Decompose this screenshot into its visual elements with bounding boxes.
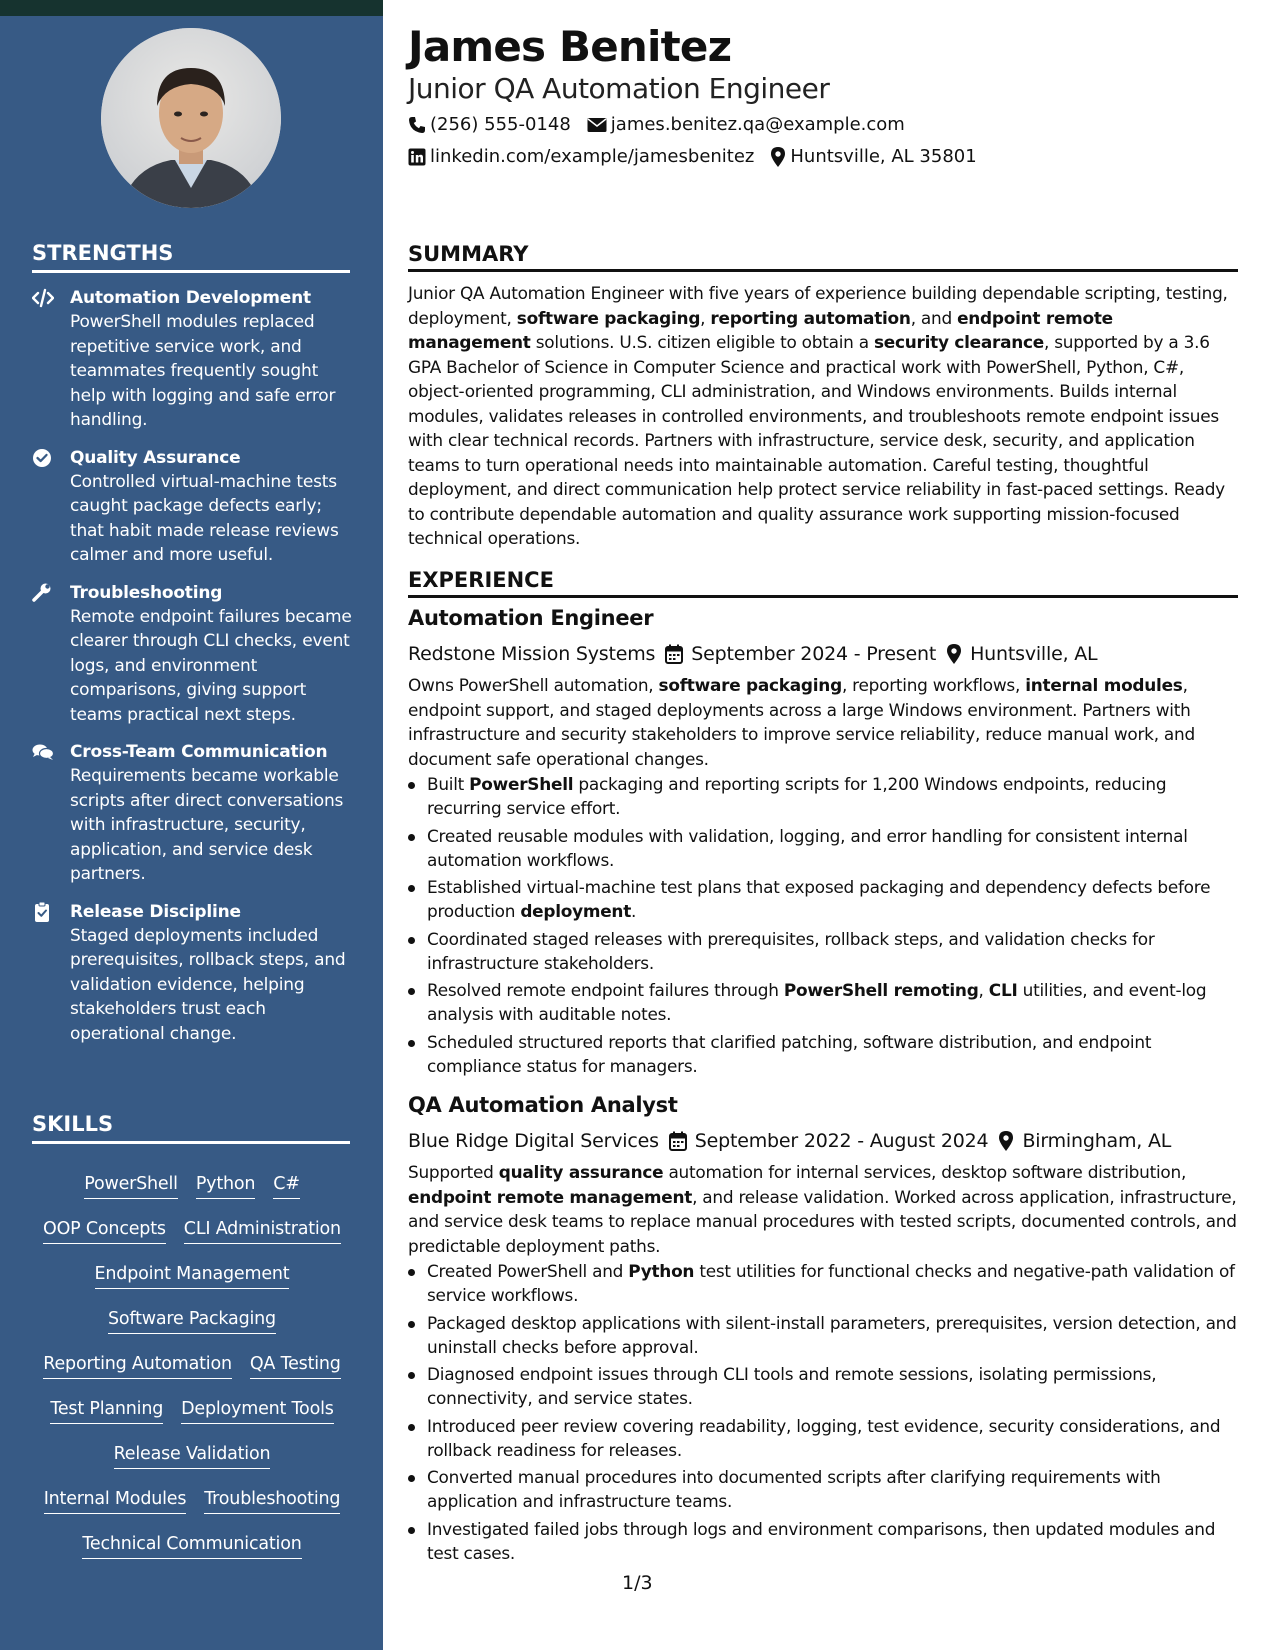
skill-tag: Test Planning	[50, 1396, 163, 1424]
skill-tag: PowerShell	[84, 1171, 178, 1199]
email-text: james.benitez.qa@example.com	[610, 114, 905, 135]
phone-icon	[408, 116, 426, 134]
job-bullet: Scheduled structured reports that clarified patching, software distribution, and endpoint compliance status for managers.	[408, 1030, 1238, 1078]
strengths-heading: STRENGTHS	[32, 241, 350, 273]
skill-tag: Reporting Automation	[43, 1351, 232, 1379]
skill-tag: Release Validation	[114, 1441, 271, 1469]
job-bullets	[408, 1259, 1238, 1565]
strengths-list	[32, 286, 352, 1059]
strength-item	[32, 286, 352, 433]
job-location-text: Birmingham, AL	[1022, 1130, 1172, 1152]
linkedin-icon	[408, 148, 426, 166]
strength-title: Cross-Team Communication	[70, 742, 328, 762]
linkedin-text: linkedin.com/example/jamesbenitez	[430, 146, 755, 167]
skills-row	[32, 1216, 352, 1261]
job-dates	[669, 1130, 989, 1152]
top-accent-strip	[0, 0, 383, 16]
summary-paragraph: Junior QA Automation Engineer with five years of experience building dependable scripting, testing, deployment, software packaging, reporting automation, and endpoint remote management solutions. U.S. citizen eligible to obtain a security clearance, supported by a 3.6 GPA Bachelor of Science in Computer Science and practical work with PowerShell, Python, C#, object-oriented programming, CLI administration, and Windows environments. Builds internal modules, validates releases in controlled environments, and troubleshoots remote endpoint issues with clear technical records. Partners with infrastructure, service desk, security, and application teams to turn operational needs into maintainable automation. Careful testing, thoughtful deployment, and direct communication help protect service reliability in fast-paced settings. Ready to contribute dependable automation and quality assurance work supporting mission-focused technical operations.	[408, 283, 1228, 548]
experience-heading: EXPERIENCE	[408, 568, 1238, 598]
skill-tag: Troubleshooting	[204, 1486, 340, 1514]
job-bullet: Packaged desktop applications with silent-install parameters, prerequisites, version detection, and uninstall checks before approval.	[408, 1311, 1238, 1359]
job-role: QA Automation Analyst	[408, 1093, 678, 1117]
skill-tag: Technical Communication	[82, 1531, 301, 1559]
strength-description: PowerShell modules replaced repetitive service work, and teammates frequently sought help with logging and safe error handling.	[70, 312, 336, 430]
strength-title: Quality Assurance	[70, 447, 241, 468]
skills-row	[32, 1486, 352, 1531]
skill-tag: Deployment Tools	[181, 1396, 334, 1424]
strength-item	[32, 900, 352, 1047]
calendar-icon	[669, 1131, 687, 1151]
strength-description: Controlled virtual-machine tests caught package defects early; that habit made release reviews calmer and more useful.	[70, 471, 339, 565]
job-dates	[665, 643, 936, 665]
phone-text: (256) 555-0148	[430, 114, 571, 135]
job-entry	[408, 1093, 1238, 1568]
job-bullet: Diagnosed endpoint issues through CLI tools and remote sessions, isolating permissions, connectivity, and service states.	[408, 1362, 1238, 1410]
skills-row	[32, 1261, 352, 1306]
map-pin-icon	[998, 1131, 1014, 1151]
comments-icon	[32, 742, 54, 762]
job-bullet: Converted manual procedures into documented scripts after clarifying requirements with application and infrastructure teams.	[408, 1465, 1238, 1513]
job-bullet: Built PowerShell packaging and reporting scripts for 1,200 Windows endpoints, reducing recurring service effort.	[408, 772, 1238, 820]
job-bullets	[408, 772, 1238, 1078]
summary-heading: SUMMARY	[408, 242, 1238, 272]
contact-row	[408, 114, 905, 135]
job-bullet: Investigated failed jobs through logs and environment comparisons, then updated modules and test cases.	[408, 1517, 1238, 1565]
wrench-icon	[32, 583, 54, 603]
skill-tag: QA Testing	[250, 1351, 341, 1379]
job-bullet: Coordinated staged releases with prerequisites, rollback steps, and validation checks for infrastructure stakeholders.	[408, 927, 1238, 975]
job-bullet: Established virtual-machine test plans that exposed packaging and dependency defects before production deployment.	[408, 875, 1238, 923]
job-meta	[408, 637, 1238, 671]
envelope-icon	[587, 117, 607, 133]
strength-item	[32, 581, 352, 728]
check-circle-icon	[32, 448, 54, 468]
contact-row	[408, 146, 977, 167]
strength-title: Release Discipline	[70, 901, 241, 922]
skills-heading: SKILLS	[32, 1112, 350, 1144]
strength-description: Staged deployments included prerequisites, rollback steps, and validation evidence, helping stakeholders trust each operational change.	[70, 925, 346, 1044]
job-dates-text: September 2024 - Present	[691, 643, 937, 665]
skills-row	[32, 1531, 352, 1576]
location-text: Huntsville, AL 35801	[790, 146, 977, 167]
strength-title: Troubleshooting	[70, 582, 223, 603]
job-meta	[408, 1124, 1238, 1158]
candidate-title: Junior QA Automation Engineer	[408, 72, 830, 105]
candidate-name: James Benitez	[408, 22, 732, 71]
job-location	[998, 1130, 1171, 1152]
location-contact	[770, 146, 976, 167]
skill-tag: Software Packaging	[108, 1306, 276, 1334]
job-description: Owns PowerShell automation, software packaging, reporting workflows, internal modules, endpoint support, and staged deployments across a large Windows environment. Partners with infrastructure and security stakeholders to improve service reliability, reduce manual work, and document safe operational changes.	[408, 675, 1195, 769]
job-company: Blue Ridge Digital Services	[408, 1130, 659, 1152]
skill-tag: C#	[273, 1171, 299, 1199]
job-location-text: Huntsville, AL	[970, 643, 1098, 665]
job-dates-text: September 2022 - August 2024	[694, 1130, 989, 1152]
skills-row	[32, 1441, 352, 1486]
job-company: Redstone Mission Systems	[408, 643, 656, 665]
phone-contact	[408, 114, 571, 135]
map-pin-icon	[770, 147, 786, 167]
page-number: 1/3	[622, 1572, 653, 1594]
skill-tag: Internal Modules	[44, 1486, 187, 1514]
skill-tag: Python	[196, 1171, 255, 1199]
job-location	[946, 643, 1097, 665]
profile-photo	[101, 28, 281, 208]
code-icon	[32, 288, 54, 308]
job-bullet: Resolved remote endpoint failures through PowerShell remoting, CLI utilities, and event-log analysis with auditable notes.	[408, 978, 1238, 1026]
skills-row	[32, 1306, 352, 1351]
map-pin-icon	[946, 644, 962, 664]
skills-row	[32, 1351, 352, 1396]
strength-title: Automation Development	[70, 288, 311, 308]
sidebar	[0, 16, 383, 1650]
skills-row	[32, 1396, 352, 1441]
skill-tag: OOP Concepts	[43, 1216, 166, 1244]
skills-list	[32, 1171, 352, 1576]
strength-item	[32, 740, 352, 887]
strength-description: Requirements became workable scripts after direct conversations with infrastructure, security, application, and service desk partners.	[70, 766, 344, 884]
portrait-image	[101, 28, 281, 208]
skill-tag: Endpoint Management	[95, 1261, 290, 1289]
clipboard-check-icon	[32, 902, 54, 922]
strength-item	[32, 446, 352, 568]
job-bullet: Introduced peer review covering readability, logging, test evidence, security considerations, and rollback readiness for releases.	[408, 1414, 1238, 1462]
calendar-icon	[665, 644, 683, 664]
strength-description: Remote endpoint failures became clearer through CLI checks, event logs, and environment comparisons, giving support teams practical next steps.	[70, 606, 352, 725]
job-bullet: Created reusable modules with validation, logging, and error handling for consistent internal automation workflows.	[408, 824, 1238, 872]
email-contact[interactable]	[587, 114, 905, 135]
job-entry	[408, 606, 1238, 1081]
job-role: Automation Engineer	[408, 606, 654, 630]
job-bullet: Created PowerShell and Python test utilities for functional checks and negative-path validation of service workflows.	[408, 1259, 1238, 1307]
skills-row	[32, 1171, 352, 1216]
job-description: Supported quality assurance automation for internal services, desktop software distribution, endpoint remote management, and release validation. Worked across application, infrastructure, and service desk teams to replace manual procedures with tested scripts, documented controls, and predictable deployment paths.	[408, 1162, 1237, 1256]
skill-tag: CLI Administration	[184, 1216, 341, 1244]
linkedin-contact[interactable]	[408, 146, 754, 167]
